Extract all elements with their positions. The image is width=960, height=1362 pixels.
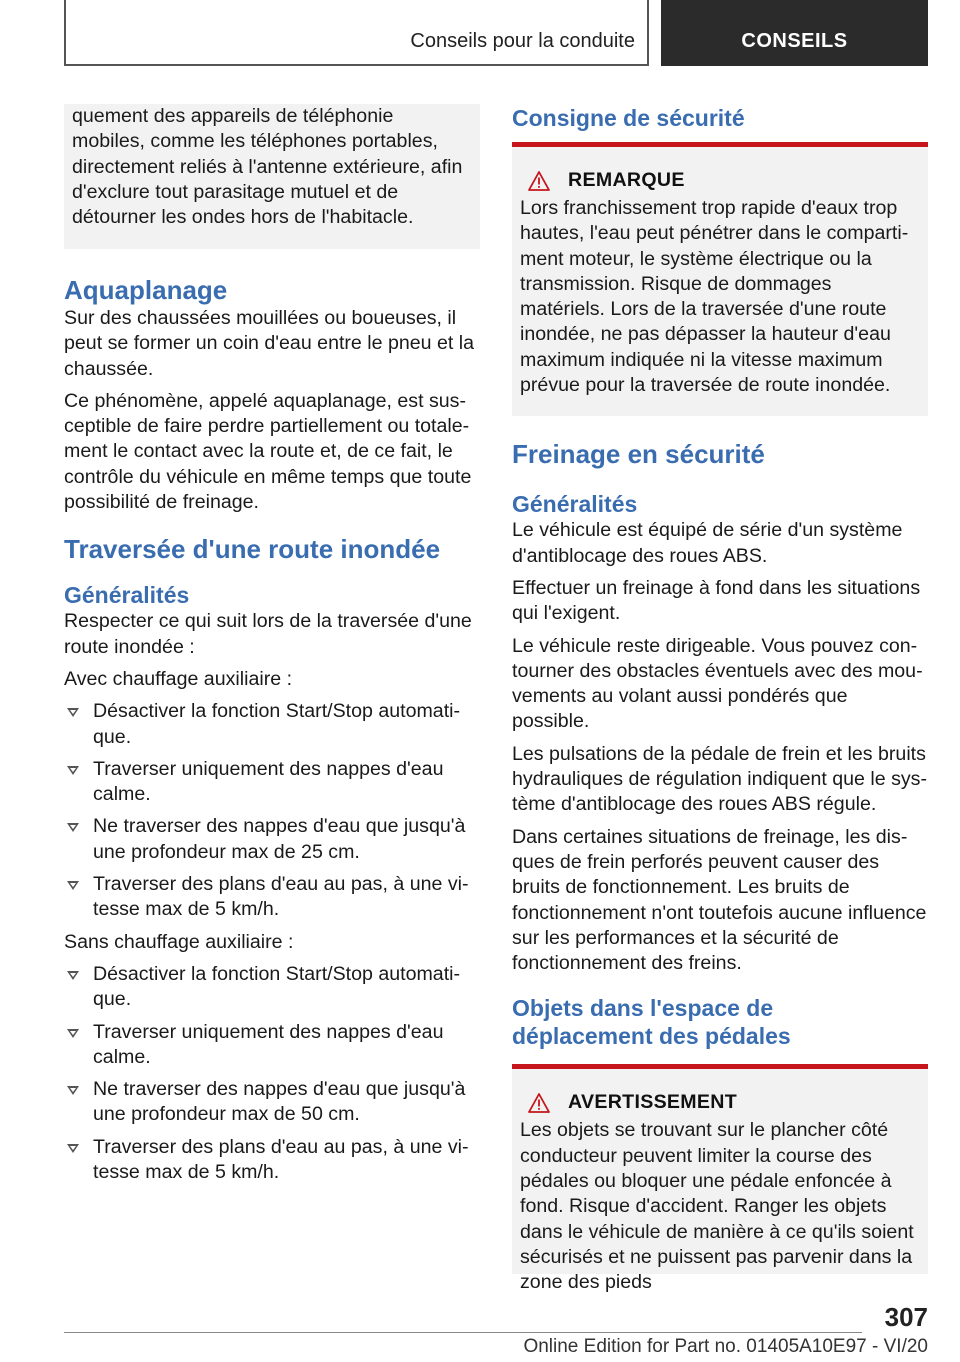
warning-triangle-icon: [528, 171, 550, 191]
traversee-intro: Respecter ce qui suit lors de la traversée d'une route inondée :: [64, 610, 472, 658]
triangle-bullet-icon: [67, 708, 79, 717]
section-tab: [64, 0, 649, 66]
avertissement-box: [512, 1064, 928, 1294]
triangle-bullet-icon: [67, 971, 79, 980]
list-item: Traverser uniquement des nappes d'eau calme.: [64, 1020, 480, 1071]
with-heater-list: [64, 699, 480, 922]
list-item: Ne traverser des nappes d'eau que jusqu'à une profondeur max de 50 cm.: [64, 1077, 480, 1128]
freinage-subtitle: Généralités: [512, 491, 638, 518]
consigne-title: Consigne de sécurité: [512, 105, 745, 131]
remarque-header: [520, 169, 920, 192]
avertissement-text: Les objets se trouvant sur le plancher côté conducteur peuvent limiter la course des pédales ou bloquer une pédale enfoncée à fond. Risque d'accident. Ranger les objets dans le véhicule de manière à ce qu'ils soient sécurisés et ne puissent pas parvenir dans la zone des pieds: [520, 1119, 914, 1294]
page-header: [64, 0, 928, 66]
avertissement-label: AVERTISSEMENT: [568, 1091, 738, 1114]
page-number: 307: [884, 1302, 928, 1332]
chapter-tab: [661, 0, 928, 66]
triangle-bullet-icon: [67, 1029, 79, 1038]
triangle-bullet-icon: [67, 766, 79, 775]
with-heater-label: Avec chauffage auxiliaire :: [64, 667, 293, 690]
freinage-paragraph: Les pulsations de la pédale de frein et les bruits hydrauliques de régulation indiquent que le système d'antiblocage des roues ABS régule.: [512, 742, 928, 816]
freinage-paragraph: Dans certaines situations de freinage, les disques de frein perforés peuvent causer des bruits de fonctionnement. Les bruits de fonctionnement n'ont toutefois aucune influence sur les performances et la sécurité de fonctionnement des freins.: [512, 825, 927, 975]
freinage-paragraph: Le véhicule reste dirigeable. Vous pouvez contourner des obstacles éventuels avec des mouvements au volant aussi pondérés que possible.: [512, 634, 923, 733]
footer-text: Online Edition for Part no. 01405A10E97 - VI/20: [523, 1336, 928, 1357]
avertissement-header: [520, 1091, 920, 1114]
section-title: Conseils pour la conduite: [410, 30, 635, 52]
list-item: Traverser des plans d'eau au pas, à une vitesse max de 5 km/h.: [64, 872, 480, 923]
warning-triangle-icon: [528, 1093, 550, 1113]
without-heater-label: Sans chauffage auxiliaire :: [64, 930, 294, 953]
without-heater-list: [64, 962, 480, 1185]
chapter-title: CONSEILS: [741, 30, 848, 52]
traversee-subtitle: Généralités: [64, 582, 190, 609]
remarque-box: [512, 142, 928, 416]
intro-text: quement des appareils de téléphonie mobiles, comme les téléphones portables, directement reliés à l'antenne extérieure, afin d'exclure tout parasitage mutuel et de détourner les ondes hors de l'habitacle.: [72, 105, 463, 229]
triangle-bullet-icon: [67, 1086, 79, 1095]
aquaplanage-title: Aquaplanage: [64, 275, 228, 305]
footer-divider: [64, 1332, 862, 1333]
list-item: Désactiver la fonction Start/Stop automatique.: [64, 699, 480, 750]
left-column: [64, 104, 480, 1192]
aquaplanage-paragraph-1: Sur des chaussées mouillées ou boueuses, il peut se former un coin d'eau entre le pneu et la chaussée.: [64, 307, 475, 380]
freinage-title: Freinage en sécurité: [512, 439, 765, 470]
triangle-bullet-icon: [67, 881, 79, 890]
list-item: Désactiver la fonction Start/Stop automatique.: [64, 962, 480, 1013]
list-item: Traverser uniquement des nappes d'eau calme.: [64, 757, 480, 808]
aquaplanage-paragraph-2: Ce phénomène, appelé aquaplanage, est susceptible de faire perdre partiellement ou totalement le contact avec la route et, de ce fait, le contrôle du véhicule en même temps que toute possibilité de freinage.: [64, 389, 472, 514]
triangle-bullet-icon: [67, 823, 79, 832]
traversee-title: Traversée d'une route inondée: [64, 534, 441, 565]
list-item: Traverser des plans d'eau au pas, à une vitesse max de 5 km/h.: [64, 1135, 480, 1186]
intro-box: [64, 104, 480, 249]
freinage-paragraph: Effectuer un freinage à fond dans les situations qui l'exigent.: [512, 576, 921, 625]
triangle-bullet-icon: [67, 1144, 79, 1153]
remarque-text: Lors franchissement trop rapide d'eaux trop hautes, l'eau peut pénétrer dans le compartiment moteur, le système électrique ou la transmission. Risque de dommages matériels. Lors de la traversée d'une route inondée, ne pas dépasser la hauteur d'eau maximum indiquée ni la vitesse maximum prévue pour la traversée de route inondée.: [520, 197, 909, 397]
objets-title: Objets dans l'espace de déplacement des pédales: [512, 995, 791, 1050]
freinage-paragraph: Le véhicule est équipé de série d'un système d'antiblocage des roues ABS.: [512, 519, 903, 567]
right-column: [512, 104, 928, 1294]
list-item: Ne traverser des nappes d'eau que jusqu'à une profondeur max de 25 cm.: [64, 814, 480, 865]
remarque-label: REMARQUE: [568, 169, 685, 191]
